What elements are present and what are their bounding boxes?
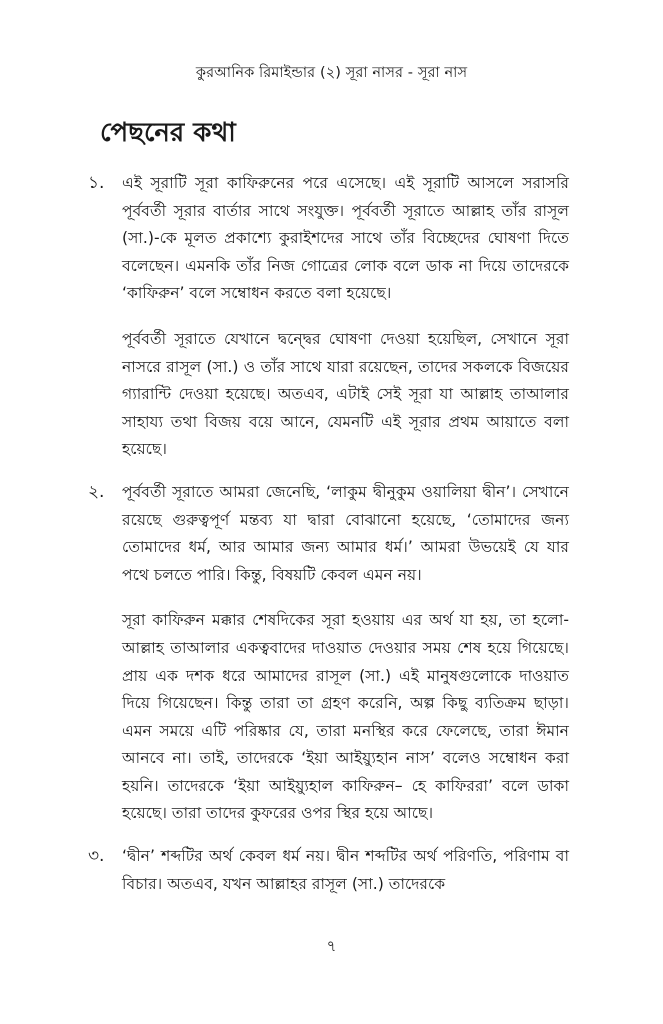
item-number: ২. bbox=[88, 481, 105, 502]
page-number: ৭ bbox=[326, 937, 337, 955]
numbered-item-1 bbox=[0, 170, 663, 464]
running-header: কুরআনিক রিমাইন্ডার (২) সূরা নাসর - সূরা নাস bbox=[195, 65, 468, 81]
item-number: ১. bbox=[88, 173, 105, 193]
paragraph: পূর্ববর্তী সূরাতে যেখানে দ্বন্দ্বের ঘোষণা দেওয়া হয়েছিল, সেখানে সূরা নাসরে রাসূল (সা.) ও তাঁর সাথে যারা রয়েছেন, তাদের সকলকে বিজয়ের গ্যারান্টি দেওয়া হয়েছে। অতএব, এটাই সেই সূরা যা আল্লাহ তাআলার সাহায্য তথা বিজয় বয়ে আনে, যেমনটি এই সূরার প্রথম আয়াতে বলা হয়েছে। bbox=[122, 329, 569, 459]
body-text bbox=[0, 170, 663, 898]
numbered-item-3 bbox=[0, 843, 663, 898]
numbered-item-2 bbox=[0, 479, 663, 828]
paragraph: সূরা কাফিরুন মক্কার শেষদিকের সূরা হওয়ায় এর অর্থ যা হয়, তা হলো- আল্লাহ তাআলার একত্ববাদের দাওয়াত দেওয়ার সময় শেষ হয়ে গিয়েছে। প্রায় এক দশক ধরে আমাদের রাসূল (সা.) এই মানুষগুলোকে দাওয়াত দিয়ে গিয়েছেন। কিন্তু তারা তা গ্রহণ করেনি, অল্প কিছু ব্যতিক্রম ছাড়া। এমন সময়ে এটি পরিষ্কার যে, তারা মনস্থির করে ফেলেছে, তারা ঈমান আনবে না। তাই, তাদেরকে ‘ইয়া আইয়্যুহান নাস’ বলেও সম্বোধন করা হয়নি। তাদেরকে ‘ইয়া আইয়্যুহাল কাফিরুন– হে কাফিররা’ বলে ডাকা হয়েছে। তারা তাদের কুফরের ওপর স্থির হয়ে আছে। bbox=[122, 611, 569, 823]
paragraph: পূর্ববর্তী সূরাতে আমরা জেনেছি, ‘লাকুম দ্বীনুকুম ওয়ালিয়া দ্বীন’। সেখানে রয়েছে গুরুত্বপূর্ণ মন্তব্য যা দ্বারা বোঝানো হয়েছে, ‘তোমাদের জন্য তোমাদের ধর্ম, আর আমার জন্য আমার ধর্ম।’ আমরা উভয়েই যে যার পথে চলতে পারি। কিন্তু, বিষয়টি কেবল এমন নয়। bbox=[122, 482, 569, 584]
paragraph: এই সূরাটি সূরা কাফিরুনের পরে এসেছে। এই সূরাটি আসলে সরাসরি পূর্ববর্তী সূরার বার্তার সাথে সংযুক্ত। পূর্ববর্তী সূরাতে আল্লাহ তাঁর রাসূল (সা.)-কে মূলত প্রকাশ্যে কুরাইশদের সাথে তাঁর বিচ্ছেদের ঘোষণা দিতে বলেছেন। এমনকি তাঁর নিজ গোত্রের লোক বলে ডাক না দিয়ে তাদেরকে ‘কাফিরুন’ বলে সম্বোধন করতে বলা হয়েছে। bbox=[122, 174, 569, 303]
paragraph: ‘দ্বীন’ শব্দটির অর্থ কেবল ধর্ম নয়। দ্বীন শব্দটির অর্থ পরিণতি, পরিণাম বা বিচার। অতএব, যখন আল্লাহর রাসূল (সা.) তাদেরকে bbox=[122, 847, 569, 893]
item-number: ৩. bbox=[88, 846, 105, 867]
section-title: পেছনের কথা bbox=[100, 118, 236, 148]
